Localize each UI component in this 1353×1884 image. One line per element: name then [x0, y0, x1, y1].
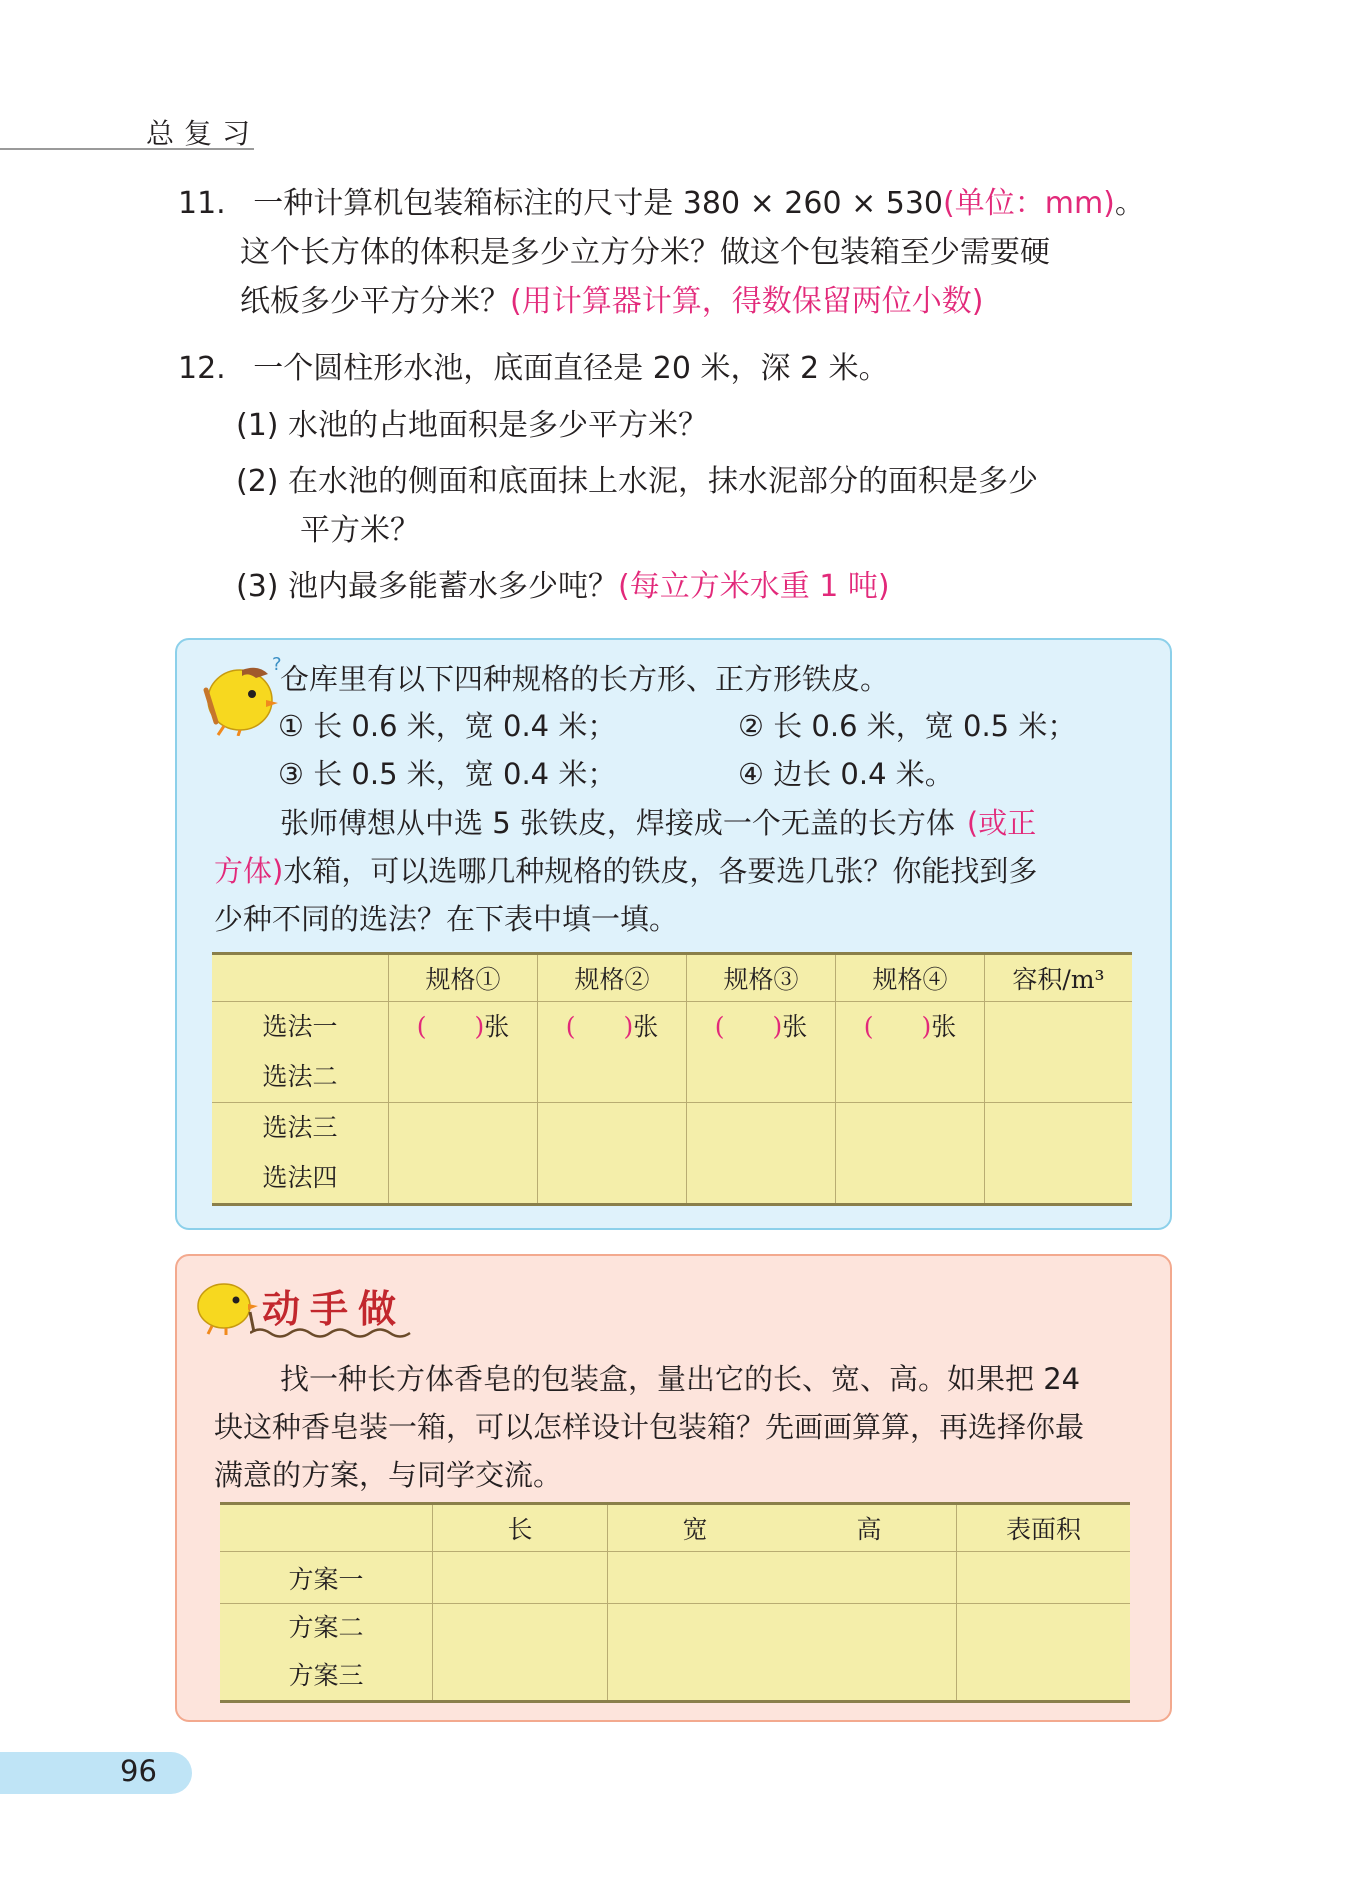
problem-12-q3 [236, 563, 890, 611]
blank-cell[interactable] [538, 1103, 687, 1205]
selection-table [212, 952, 1132, 1206]
blank-cell[interactable] [836, 1103, 985, 1205]
problem-11-text-3a: 纸板多少平方分米？ [240, 284, 510, 319]
problem-11-hint: (用计算器计算，得数保留两位小数) [510, 284, 984, 319]
thinking-para-line-1 [280, 799, 1036, 847]
hands-on-para-line-2: 块这种香皂装一箱，可以怎样设计包装箱？先画画算算，再选择你最 [214, 1410, 1085, 1444]
blank-cell[interactable] [608, 1604, 783, 1702]
row-label-method-2: 选法二 [262, 1062, 338, 1091]
plan-table-header-row [220, 1504, 1130, 1552]
spec-1: ① 长 0.6 米，宽 0.4 米； [278, 709, 617, 743]
header-spec-3: 规格③ [687, 954, 836, 1002]
header-height: 高 [782, 1504, 957, 1552]
thinking-para-line-2 [214, 847, 1037, 895]
blank-cell[interactable] [433, 1552, 608, 1604]
blank-spec-4[interactable]: ( )张 [836, 1002, 985, 1103]
problem-12-number: 12. [178, 351, 226, 386]
thinking-para-pink-2: 方体) [214, 854, 284, 888]
problem-11-text-c: 。 [1114, 186, 1145, 221]
thinking-para-text-2b: 水箱，可以选哪几种规格的铁皮，各要选几张？你能找到多 [283, 854, 1038, 888]
header-volume: 容积/m³ [985, 954, 1133, 1002]
plan-table [220, 1502, 1130, 1703]
blank-cell[interactable] [687, 1103, 836, 1205]
row-label-plan-3: 方案三 [288, 1661, 364, 1690]
spec-4: ④ 边长 0.4 米。 [738, 757, 954, 791]
plan-table-corner [220, 1504, 433, 1552]
blank-cell[interactable] [957, 1604, 1131, 1702]
blank-cell[interactable] [389, 1103, 538, 1205]
header-rule [0, 148, 254, 150]
thinking-chick-icon [196, 656, 284, 736]
problem-11-line-3 [240, 278, 983, 326]
row-label-pair-plans [220, 1604, 433, 1702]
table-row [212, 1002, 1132, 1103]
blank-cell[interactable] [782, 1604, 957, 1702]
header-length: 长 [433, 1504, 608, 1552]
blank-cell[interactable] [608, 1552, 783, 1604]
row-label-method-4: 选法四 [262, 1163, 338, 1192]
problem-12-line-1 [178, 345, 889, 393]
page-number-tab [0, 1752, 192, 1794]
problem-12-text: 一个圆柱形水池，底面直径是 20 米，深 2 米。 [253, 351, 889, 386]
row-label-pair-2 [212, 1103, 389, 1205]
page-number: 96 [120, 1754, 157, 1788]
blank-cell[interactable] [433, 1604, 608, 1702]
thinking-para-pink-1: (或正 [966, 806, 1037, 840]
problem-12-q3-text: (3) 池内最多能蓄水多少吨？ [236, 569, 619, 604]
row-label-plan-1: 方案一 [220, 1552, 433, 1604]
problem-12-q3-hint: (每立方米水重 1 吨) [618, 569, 890, 604]
problem-11-unit-note: (单位：mm) [943, 186, 1115, 221]
blank-cell[interactable] [782, 1552, 957, 1604]
selection-table-corner [212, 954, 389, 1002]
problem-11-number: 11. [178, 186, 226, 221]
header-spec-2: 规格② [538, 954, 687, 1002]
spec-3: ③ 长 0.5 米，宽 0.4 米； [278, 757, 617, 791]
problem-11-line-2: 这个长方体的体积是多少立方分米？做这个包装箱至少需要硬 [240, 235, 1050, 270]
thinking-intro: 仓库里有以下四种规格的长方形、正方形铁皮。 [280, 662, 890, 696]
blank-cell[interactable] [957, 1552, 1131, 1604]
problem-11-text-a: 一种计算机包装箱标注的尺寸是 380 × 260 × 530 [253, 186, 944, 221]
blank-volume-1[interactable] [985, 1002, 1133, 1103]
problem-12-q1: (1) 水池的占地面积是多少平方米？ [236, 408, 709, 443]
hands-on-para-line-1: 找一种长方体香皂的包装盒，量出它的长、宽、高。如果把 24 [280, 1362, 1081, 1396]
header-surface-area: 表面积 [957, 1504, 1131, 1552]
row-label-pair-1 [212, 1002, 389, 1103]
thinking-para-text-1a: 张师傅想从中选 5 张铁皮，焊接成一个无盖的长方体 [280, 806, 955, 840]
selection-table-header-row [212, 954, 1132, 1002]
problem-11-line-1 [178, 180, 1145, 228]
header-spec-4: 规格④ [836, 954, 985, 1002]
blank-cell[interactable] [985, 1103, 1133, 1205]
spec-2: ② 长 0.6 米，宽 0.5 米； [738, 709, 1077, 743]
blank-spec-2[interactable]: ( )张 [538, 1002, 687, 1103]
row-label-method-1: 选法一 [262, 1012, 338, 1041]
svg-text:?: ? [272, 656, 282, 675]
header-width: 宽 [608, 1504, 783, 1552]
blank-spec-3[interactable]: ( )张 [687, 1002, 836, 1103]
table-row [212, 1103, 1132, 1205]
row-label-method-3: 选法三 [262, 1113, 338, 1142]
hands-on-para-line-3: 满意的方案，与同学交流。 [214, 1458, 563, 1492]
title-underline-wave [250, 1326, 420, 1340]
blank-spec-1[interactable]: ( )张 [389, 1002, 538, 1103]
problem-12-q2-line-1: (2) 在水池的侧面和底面抹上水泥，抹水泥部分的面积是多少 [236, 464, 1039, 499]
table-row [220, 1552, 1130, 1604]
thinking-para-line-3: 少种不同的选法？在下表中填一填。 [214, 902, 679, 936]
hands-on-title: 动手做 [262, 1287, 407, 1331]
problem-12-q2-line-2: 平方米？ [300, 513, 420, 548]
table-row [220, 1604, 1130, 1702]
row-label-plan-2: 方案二 [288, 1613, 364, 1642]
page-header-title: 总复习 [146, 117, 261, 150]
header-spec-1: 规格① [389, 954, 538, 1002]
